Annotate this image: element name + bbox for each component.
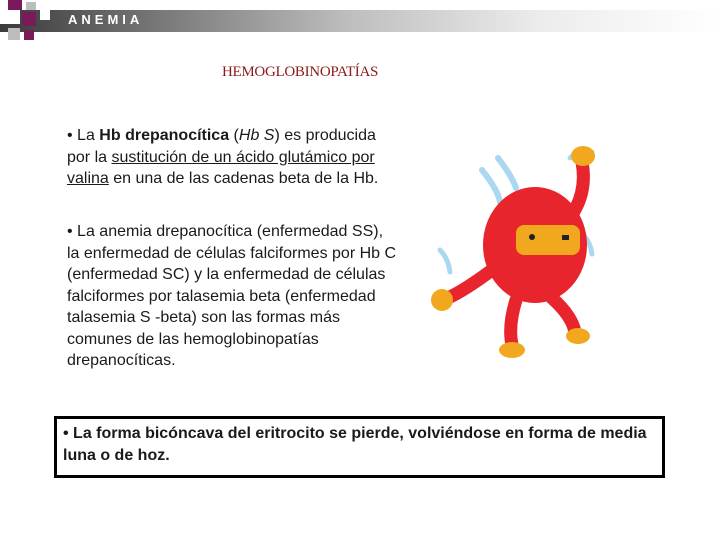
eye-icon xyxy=(529,234,535,240)
red-blood-cell-character-icon xyxy=(420,140,620,360)
face-band-icon xyxy=(516,225,580,255)
paragraph-text: La anemia drepanocítica (enfermedad SS), la enfermedad de células falciformes por Hb C (enfermedad SC) y la enfermedad de células falciformes por talasemia beta (enfermedad talasemia S -beta) son las formas más comunes de las hemoglobinopatías drepanocíticas. xyxy=(67,223,397,369)
paragraph-hb-s xyxy=(67,125,397,190)
leg-icon xyxy=(511,300,516,345)
motion-line-icon xyxy=(482,170,500,202)
italic-term: Hb S xyxy=(238,127,275,144)
arm-icon xyxy=(448,270,492,298)
hand-icon xyxy=(571,146,595,166)
header-square-purple-2 xyxy=(22,12,36,26)
paragraph-forms xyxy=(67,221,397,372)
bullet: • xyxy=(67,127,73,144)
header-square-white-2 xyxy=(40,10,50,20)
section-title: HEMOGLOBINOPATÍAS xyxy=(222,64,379,80)
callout-text: • La forma bicóncava del eritrocito se pierde, volviéndose en forma de media luna o de hoz. xyxy=(63,425,647,464)
foot-icon xyxy=(566,328,590,344)
text-segment: La xyxy=(72,127,100,144)
foot-icon xyxy=(499,342,525,358)
motion-line-icon xyxy=(498,158,516,188)
text-segment: ( xyxy=(229,127,239,144)
motion-line-icon xyxy=(440,250,450,272)
header-square-gray-2 xyxy=(8,28,20,40)
eye-icon xyxy=(562,235,569,240)
text-segment: en una de las cadenas beta de la Hb. xyxy=(108,170,379,187)
header-title: ANEMIA xyxy=(68,12,144,27)
leg-icon xyxy=(552,298,575,332)
callout-box xyxy=(54,416,665,478)
header-square-purple-3 xyxy=(24,30,34,40)
underlined-text: sustitución de un ácido glutámico por valina xyxy=(67,148,375,187)
bold-term: Hb drepanocítica xyxy=(99,127,230,144)
text-segment: ) es producida por la xyxy=(67,127,376,166)
header-square-white-1 xyxy=(0,10,20,24)
hand-icon xyxy=(431,289,453,311)
bullet: • xyxy=(67,223,73,240)
